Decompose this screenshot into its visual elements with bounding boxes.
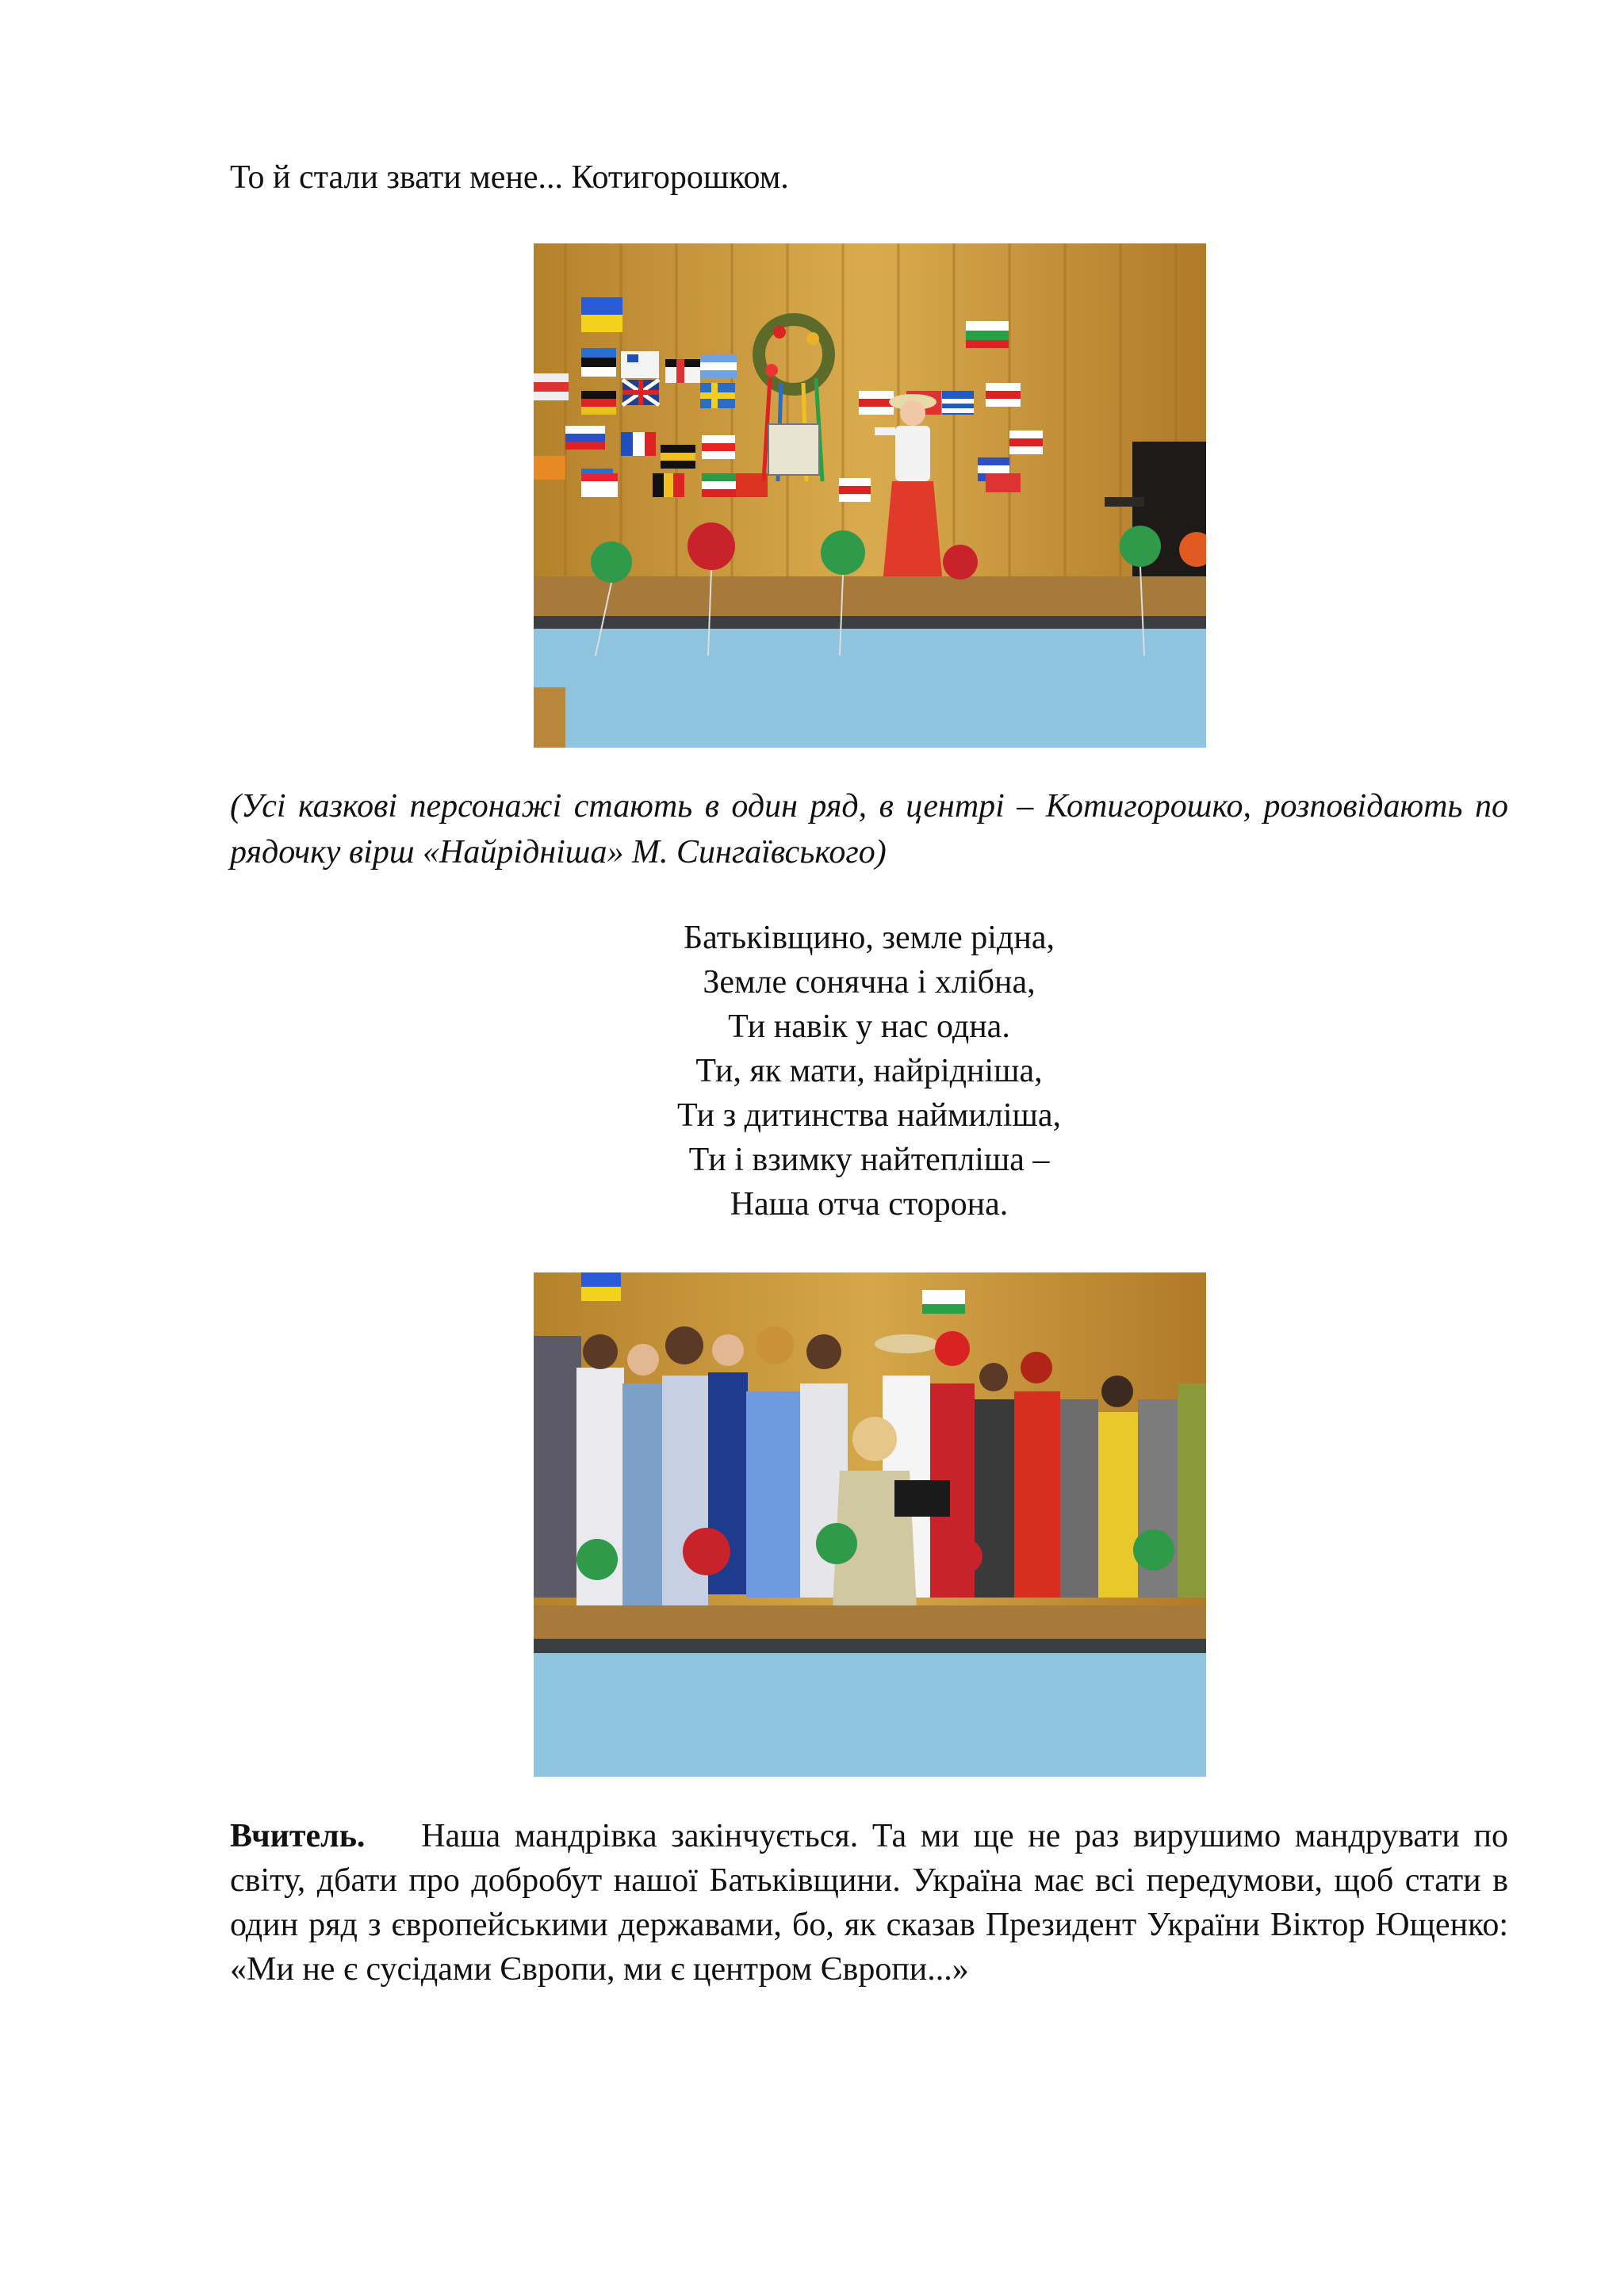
teacher-paragraph — [230, 1814, 1508, 1992]
stage-photo-2-image — [534, 1272, 1206, 1777]
stage-photo-1-image — [534, 243, 1206, 748]
poem — [230, 916, 1508, 1226]
poem-line: Ти навік у нас одна. — [728, 1008, 1010, 1045]
stage-photo-2 — [534, 1272, 1206, 1777]
teacher-text: Наша мандрівка закінчується. Та ми ще не раз вирушимо мандрувати по світу, дбати про добробут нашої Батьківщини. Україна має всі передумови, щоб стати в один ряд з європейськими державами, бо, як сказав Президент України Віктор Ющенко: «Ми не є сусідами Європи, ми є центром Європи...» — [230, 1818, 1508, 1988]
stage-direction: (Усі казкові персонажі стають в один ряд, в центрі – Котигорошко, розповідають по рядочку вірш «Найрідніша» М. Сингаївського) — [230, 788, 1508, 871]
poem-line: Ти і взимку найтепліша – — [688, 1142, 1050, 1178]
poem-line: Наша отча сторона. — [730, 1186, 1009, 1223]
poem-line: Ти з дитинства наймиліша, — [676, 1097, 1061, 1134]
stage-photo-1 — [534, 243, 1206, 748]
poem-line: Земле сонячна і хлібна, — [703, 964, 1036, 1001]
poem-line: Ти, як мати, найрідніша, — [695, 1053, 1043, 1089]
poem-line: Батьківщино, земле рідна, — [684, 920, 1055, 956]
speaker-label: Вчитель. — [230, 1818, 366, 1854]
intro-line: То й стали звати мене... Котигорошком. — [230, 159, 789, 196]
